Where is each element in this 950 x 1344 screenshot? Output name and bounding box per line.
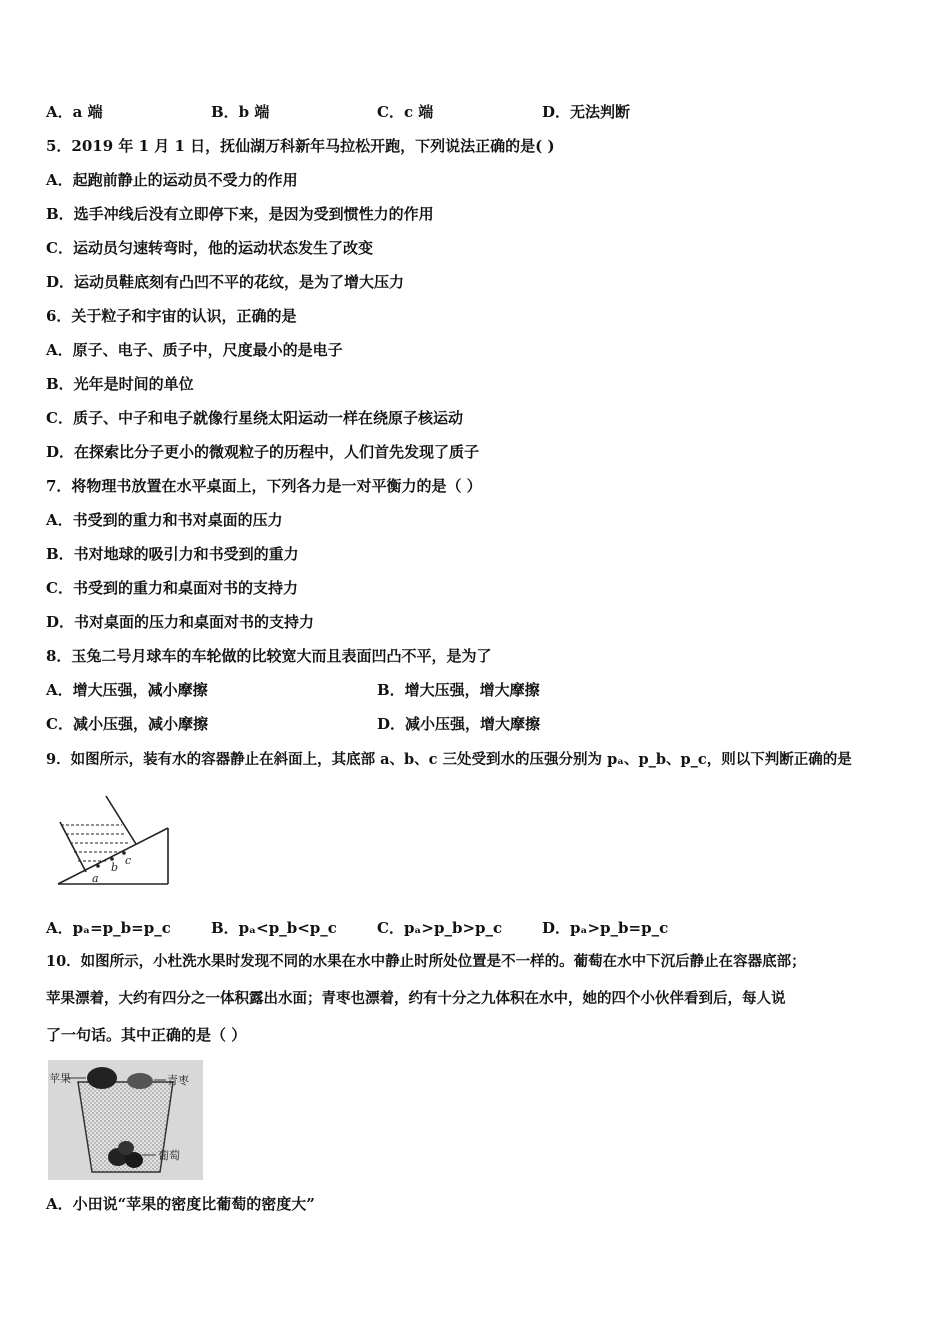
container-right-wall <box>106 796 136 844</box>
q6-stem: 6．关于粒子和宇宙的认识，正确的是 <box>46 307 297 325</box>
q9-option-b: B．pₐ<p_b<p_c <box>211 919 337 937</box>
q8-option-a: A．增大压强，减小摩擦 <box>46 681 208 699</box>
slope-surface <box>58 828 168 884</box>
label-apple: 苹果 <box>49 1072 71 1085</box>
q6-option-b: B．光年是时间的单位 <box>46 375 194 393</box>
label-c: c <box>125 854 132 867</box>
q7-option-a: A．书受到的重力和书对桌面的压力 <box>46 511 283 529</box>
q10-stem-line-2: 苹果漂着，大约有四分之一体积露出水面；青枣也漂着，约有十分之九体积在水中，她的四个小伙伴看到后，每人说 <box>46 990 786 1007</box>
q5-stem: 5．2019 年 1 月 1 日，抚仙湖万科新年马拉松开跑，下列说法正确的是( ) <box>46 137 555 155</box>
q9-option-c: C．pₐ>p_b>p_c <box>377 919 503 937</box>
date-shape <box>127 1073 153 1089</box>
q5-option-a: A．起跑前静止的运动员不受力的作用 <box>46 171 298 189</box>
q5-option-c: C．运动员匀速转弯时，他的运动状态发生了改变 <box>46 239 373 257</box>
point-a-dot <box>96 864 100 868</box>
q4-option-a: A．a 端 <box>46 103 103 121</box>
q8-option-d: D．减小压强，增大摩擦 <box>377 715 541 733</box>
q7-option-d: D．书对桌面的压力和桌面对书的支持力 <box>46 613 315 631</box>
q4-option-b: B．b 端 <box>211 103 270 121</box>
q9-option-d: D．pₐ>p_b=p_c <box>542 919 669 937</box>
water-dashes <box>61 825 130 861</box>
label-grape: 葡萄 <box>158 1149 180 1162</box>
apple-shape <box>87 1067 117 1089</box>
q7-option-c: C．书受到的重力和桌面对书的支持力 <box>46 579 298 597</box>
q9-container-on-slope-figure <box>56 792 176 890</box>
label-date: 青枣 <box>167 1074 189 1087</box>
q6-option-c: C．质子、中子和电子就像行星绕太阳运动一样在绕原子核运动 <box>46 409 463 427</box>
q9-option-a: A．pₐ=p_b=p_c <box>46 919 171 937</box>
grape-shape-3 <box>118 1141 134 1155</box>
q8-option-b: B．增大压强，增大摩擦 <box>377 681 540 699</box>
q4-option-c: C．c 端 <box>377 103 434 121</box>
q10-stem-line-3: 了一句话。其中正确的是（ ） <box>46 1026 247 1044</box>
q5-option-d: D．运动员鞋底刻有凸凹不平的花纹，是为了增大压力 <box>46 273 405 291</box>
q8-option-c: C．减小压强，减小摩擦 <box>46 715 208 733</box>
q4-option-d: D．无法判断 <box>542 103 631 121</box>
q10-fruits-in-water-figure <box>48 1060 203 1180</box>
q7-option-b: B．书对地球的吸引力和书受到的重力 <box>46 545 299 563</box>
q6-option-a: A．原子、电子、质子中，尺度最小的是电子 <box>46 341 343 359</box>
q6-option-d: D．在探索比分子更小的微观粒子的历程中，人们首先发现了质子 <box>46 443 480 461</box>
q8-stem: 8．玉兔二号月球车的车轮做的比较宽大而且表面凹凸不平，是为了 <box>46 647 492 665</box>
q7-stem: 7．将物理书放置在水平桌面上，下列各力是一对平衡力的是（ ） <box>46 477 482 495</box>
label-b: b <box>111 861 119 874</box>
q10-stem-line-1: 10．如图所示，小杜洗水果时发现不同的水果在水中静止时所处位置是不一样的。葡萄在水中下沉后静止在容器底部； <box>46 953 806 970</box>
q5-option-b: B．选手冲线后没有立即停下来，是因为受到惯性力的作用 <box>46 205 434 223</box>
q10-option-a: A．小田说“苹果的密度比葡萄的密度大” <box>46 1195 315 1213</box>
label-a: a <box>92 872 99 885</box>
container-left-wall <box>60 822 86 872</box>
q9-stem: 9．如图所示，装有水的容器静止在斜面上，其底部 a、b、c 三处受到水的压强分别为 pₐ、p_b、p_c，则以下判断正确的是 <box>46 751 852 768</box>
